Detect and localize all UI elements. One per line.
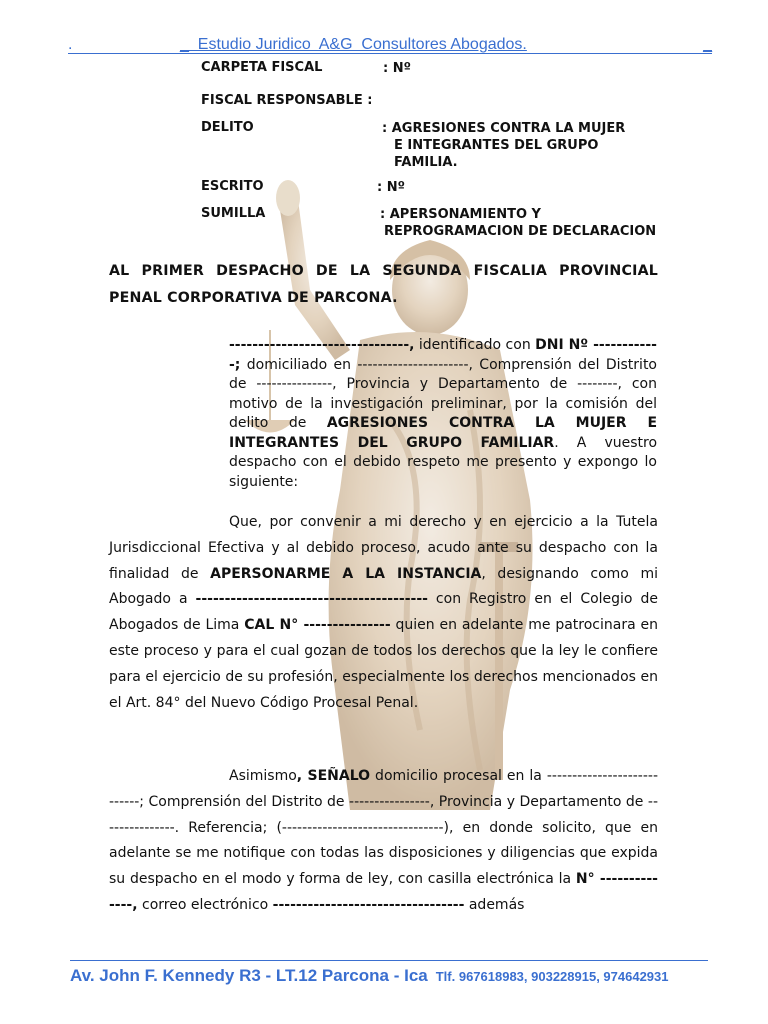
name-blank: -------------------------------, — [229, 337, 415, 353]
letterhead-lead: . — [68, 36, 73, 53]
meta-value-sumilla-2: REPROGRAMACION DE DECLARACION — [384, 224, 657, 239]
meta-value-delito-2: E INTEGRANTES DEL GRUPO — [394, 138, 599, 153]
crime-name: AGRESIONES CONTRA LA MUJER E INTEGRANTES DEL GRUPO FAMILIAR — [229, 415, 658, 451]
intro-text-1: identificado con — [414, 337, 536, 353]
footer-rule — [70, 960, 708, 961]
p2-text-4: además — [464, 896, 525, 913]
meta-value-escrito: : Nº — [377, 180, 405, 195]
meta-value-sumilla-1: : APERSONAMIENTO Y — [380, 207, 541, 222]
p1-text-4: quien en adelante me patrocinara en este proceso y para el cual gozan de todos los derechos que la ley le confiere para el ejercicio de su profesión, especialmente los derechos mencionados en el Art. 84° del Nuevo Código Procesal Penal. — [109, 617, 659, 711]
meta-label-delito: DELITO — [201, 120, 254, 135]
p2-bold-1: , SEÑALO — [296, 768, 371, 784]
footer-address: Av. John F. Kennedy R3 - LT.12 Parcona - Ica — [70, 966, 428, 985]
intro-text-3: . A vuestro despacho con el debido respeto me presento y expongo lo siguiente: — [229, 434, 658, 490]
dni-field: DNI Nº ------------; — [229, 337, 657, 373]
p1-text-2: , designando como mi Abogado a — [109, 565, 658, 608]
firm-name: _ Estudio Juridico A&G Consultores Abogados. — [180, 36, 527, 53]
meta-label-escrito: ESCRITO — [201, 179, 264, 194]
meta-value-delito-3: FAMILIA. — [394, 155, 458, 170]
intro-paragraph — [229, 336, 657, 492]
paragraph-domicilio — [109, 764, 658, 919]
meta-label-sumilla: SUMILLA — [201, 206, 266, 221]
p1-bold-1: APERSONARME A LA INSTANCIA — [210, 565, 482, 582]
meta-label-carpeta: CARPETA FISCAL — [201, 60, 323, 75]
header-rule — [68, 53, 712, 54]
casilla-number: N° --------------, — [109, 871, 658, 913]
cal-number: CAL N° --------------- — [244, 617, 391, 634]
meta-value-delito-1: : AGRESIONES CONTRA LA MUJER — [382, 121, 626, 136]
paragraph-apersonamiento — [109, 510, 658, 716]
lawyer-blank: ---------------------------------------- — [195, 591, 428, 608]
letter-footer — [70, 966, 710, 986]
email-blank: --------------------------------- — [272, 896, 465, 913]
footer-phones: Tlf. 967618983, 903228915, 974642931 — [435, 969, 669, 984]
p2-text-3: correo electrónico — [137, 896, 273, 913]
p2-text-1: Asimismo — [229, 768, 297, 784]
p1-text-1: Que, por convenir a mi derecho y en ejercicio a la Tutela Jurisdiccional Efectiva y al debido proceso, acudo ante su despacho con la finalidad de — [109, 514, 658, 582]
p2-text-2: domicilio procesal en la ----------------------------; Comprensión del Distrito de ----------------, Provincia y Departamento de ---------------. Referencia; (--------------------------------), en donde solicito, que en adelante se me notifique con todas las disposiciones y diligencias que expida su despacho en el modo y forma de ley, con casilla electrónica la — [109, 768, 659, 888]
meta-label-fiscal: FISCAL RESPONSABLE : — [201, 93, 373, 108]
addressee: AL PRIMER DESPACHO DE LA SEGUNDA FISCALIA PROVINCIAL PENAL CORPORATIVA DE PARCONA. — [109, 263, 658, 306]
letterhead-trail: _ — [703, 36, 712, 53]
meta-value-carpeta: : Nº — [383, 61, 411, 76]
p1-text-3: con Registro en el Colegio de Abogados de Lima — [109, 591, 658, 634]
intro-text-2: domiciliado en ----------------------, Comprensión del Distrito de ---------------, Provincia y Departamento de --------, con motivo de la investigación preliminar, por la comisión del delito de — [229, 356, 657, 431]
